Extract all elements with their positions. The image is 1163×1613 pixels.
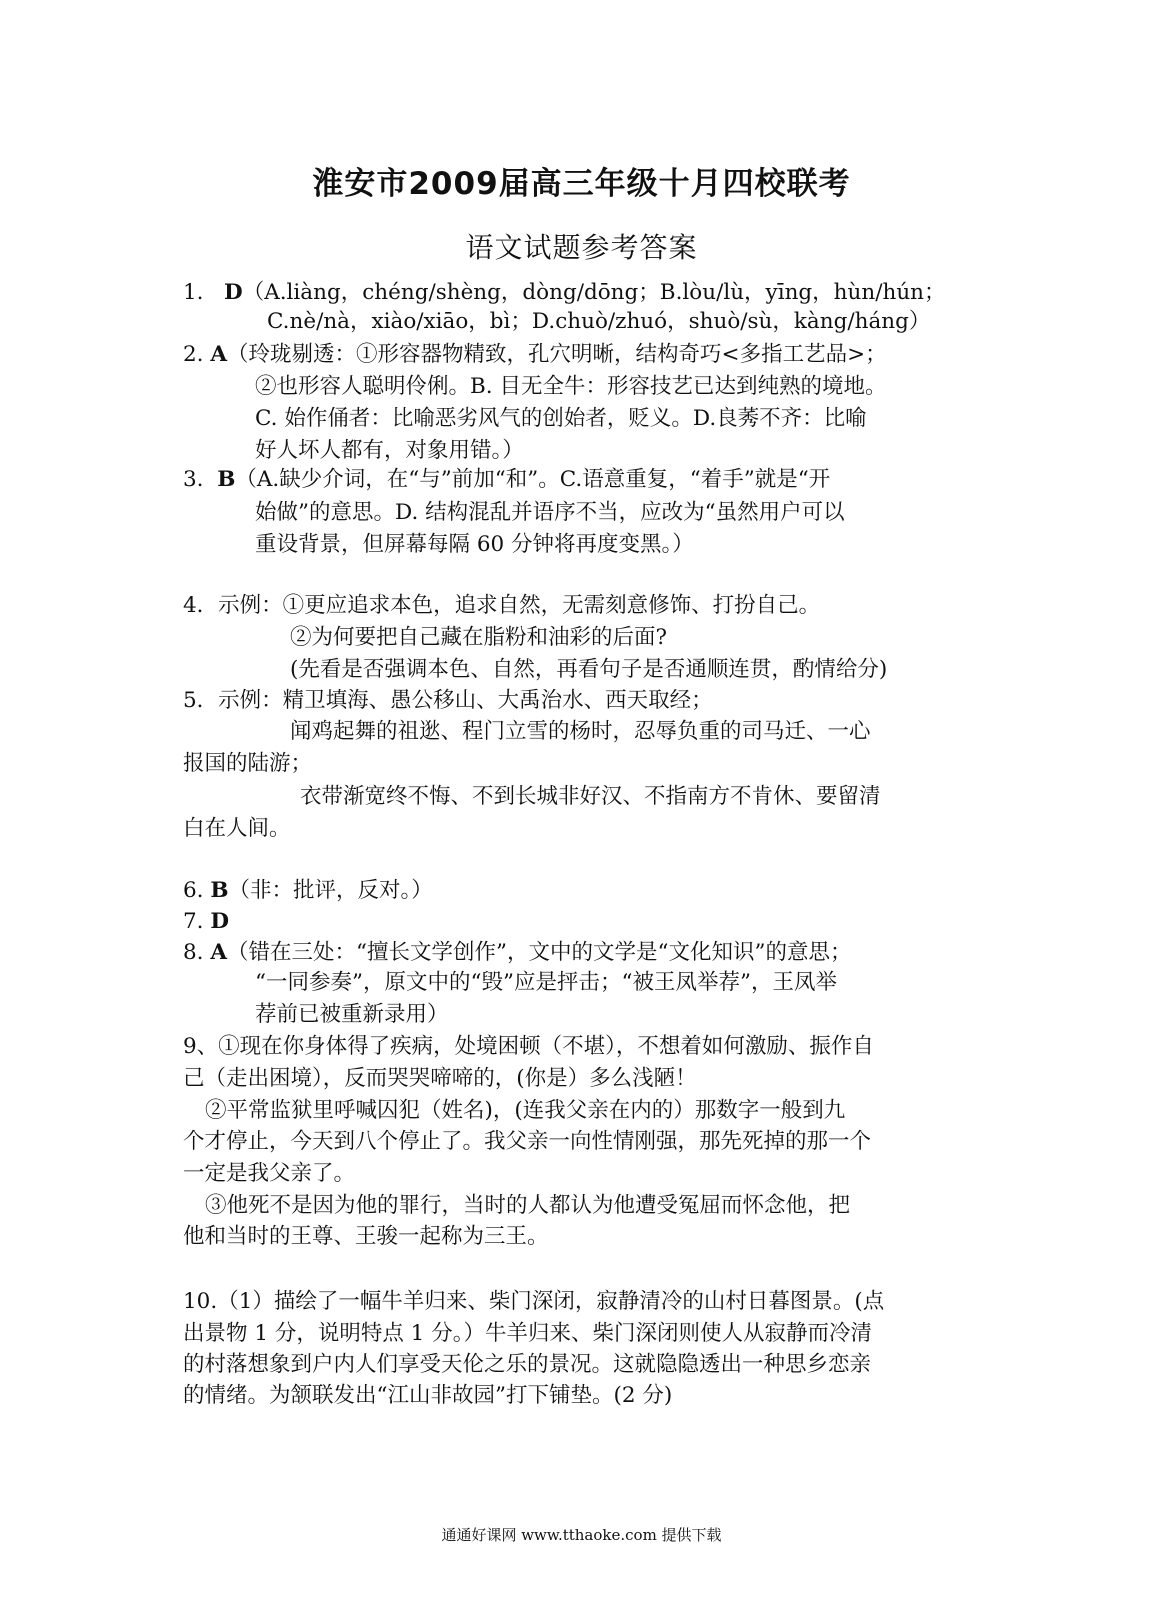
q2-number: 2.: [183, 342, 204, 367]
document-subtitle: 语文试题参考答案: [465, 231, 698, 264]
q3-line-1: [183, 466, 830, 494]
q8-number: 8.: [183, 940, 204, 965]
q10-line-4: 的情绪。为颔联发出“江山非故园”打下铺垫。(2 分): [183, 1383, 673, 1408]
q1-line-1: [183, 279, 946, 307]
q5-line-2: 闻鸡起舞的祖逖、程门立雪的杨时，忍辱负重的司马迁、一心: [290, 719, 871, 744]
q8-explanation-3: 荐前已被重新录用）: [255, 1002, 449, 1027]
q4-line-3: (先看是否强调本色、自然，再看句子是否通顺连贯，酌情给分): [290, 657, 888, 682]
q3-explanation-1: （A.缺少介词，在“与”前加“和”。C.语意重复，“着手”就是“开: [235, 467, 831, 492]
q6-explanation: （非：批评，反对。）: [228, 878, 433, 903]
q5-line-5: 白在人间。: [183, 816, 291, 841]
q7-answer: D: [210, 909, 230, 934]
q4-line-2: ②为何要把自己藏在脂粉和油彩的后面?: [290, 625, 668, 650]
q9-line-3: ②平常监狱里呼喊囚犯（姓名)，(连我父亲在内的）那数字一般到九: [205, 1098, 846, 1123]
q10-line-2: 出景物 1 分，说明特点 1 分。）牛羊归来、柴门深闭则使人从寂静而冷清: [183, 1321, 872, 1346]
q9-line-1: 9、①现在你身体得了疾病，处境困顿（不堪），不想着如何激励、振作自: [183, 1034, 874, 1059]
q10-line-3: 的村落想象到户内人们享受天伦之乐的景况。这就隐隐透出一种思乡恋亲: [183, 1352, 872, 1377]
q8-explanation-2: “一同参奏”，原文中的“毁”应是抨击；“被王凤举荐”，王凤举: [255, 970, 837, 995]
q5-line-3: 报国的陆游；: [183, 751, 313, 776]
q3-answer: B: [217, 467, 236, 492]
q2-answer: A: [210, 342, 228, 367]
q1-answer: D: [224, 280, 243, 305]
q2-explanation-3: C. 始作俑者：比喻恶劣风气的创始者，贬义。D.良莠不齐：比喻: [255, 406, 867, 431]
q6-answer: B: [210, 878, 229, 903]
q2-explanation-1: （玲珑剔透：①形容器物精致，孔穴明晰，结构奇巧<多指工艺品>；: [227, 342, 887, 367]
document-title: 淮安市2009届高三年级十月四校联考: [312, 166, 851, 202]
q3-explanation-2: 始做”的意思。D. 结构混乱并语序不当，应改为“虽然用户可以: [255, 500, 845, 525]
q7-line: [183, 908, 229, 936]
q9-line-5: 一定是我父亲了。: [183, 1161, 356, 1186]
q9-line-7: 他和当时的王尊、王骏一起称为三王。: [183, 1224, 549, 1249]
q9-line-2: 己（走出困境），反而哭哭啼啼的，(你是）多么浅陋！: [183, 1066, 697, 1091]
q2-explanation-4: 好人坏人都有，对象用错。）: [255, 438, 524, 463]
q8-explanation-1: （错在三处：“擅长文学创作”，文中的文学是“文化知识”的意思；: [227, 940, 852, 965]
q6-line: [183, 877, 433, 905]
q1-explanation-1: （A.liàng，chéng/shèng，dòng/dōng；B.lòu/lù，yīng，hùn/hún；: [242, 280, 946, 305]
q3-number: 3.: [183, 467, 204, 492]
q9-line-6: ③他死不是因为他的罪行，当时的人都认为他遭受冤屈而怀念他，把: [205, 1193, 851, 1218]
q7-number: 7.: [183, 909, 204, 934]
q5-line-4: 衣带渐宽终不悔、不到长城非好汉、不指南方不肯休、要留清: [300, 784, 881, 809]
q3-explanation-3: 重设背景，但屏幕每隔 60 分钟将再度变黑。）: [255, 532, 694, 557]
q4-line-1: 4．示例：①更应追求本色，追求自然，无需刻意修饰、打扮自己。: [183, 593, 821, 618]
q8-answer: A: [210, 940, 228, 965]
q2-explanation-2: ②也形容人聪明伶俐。B. 目无全牛：形容技艺已达到纯熟的境地。: [255, 374, 887, 399]
q2-line-1: [183, 341, 887, 369]
q8-line-1: [183, 939, 852, 967]
q1-explanation-2: C.nè/nà，xiào/xiāo，bì；D.chuò/zhuó，shuò/sù，kàng/háng）: [267, 309, 931, 334]
q10-line-1: 10.（1）描绘了一幅牛羊归来、柴门深闭，寂静清冷的山村日暮图景。(点: [183, 1289, 885, 1314]
q6-number: 6.: [183, 878, 204, 903]
q1-number: 1.: [183, 280, 204, 305]
q5-line-1: 5．示例：精卫填海、愚公移山、大禹治水、西天取经；: [183, 688, 713, 713]
page-footer: 通通好课网 www.tthaoke.com 提供下载: [441, 1526, 722, 1544]
q9-line-4: 个才停止，今天到八个停止了。我父亲一向性情刚强，那先死掉的那一个: [183, 1129, 872, 1154]
